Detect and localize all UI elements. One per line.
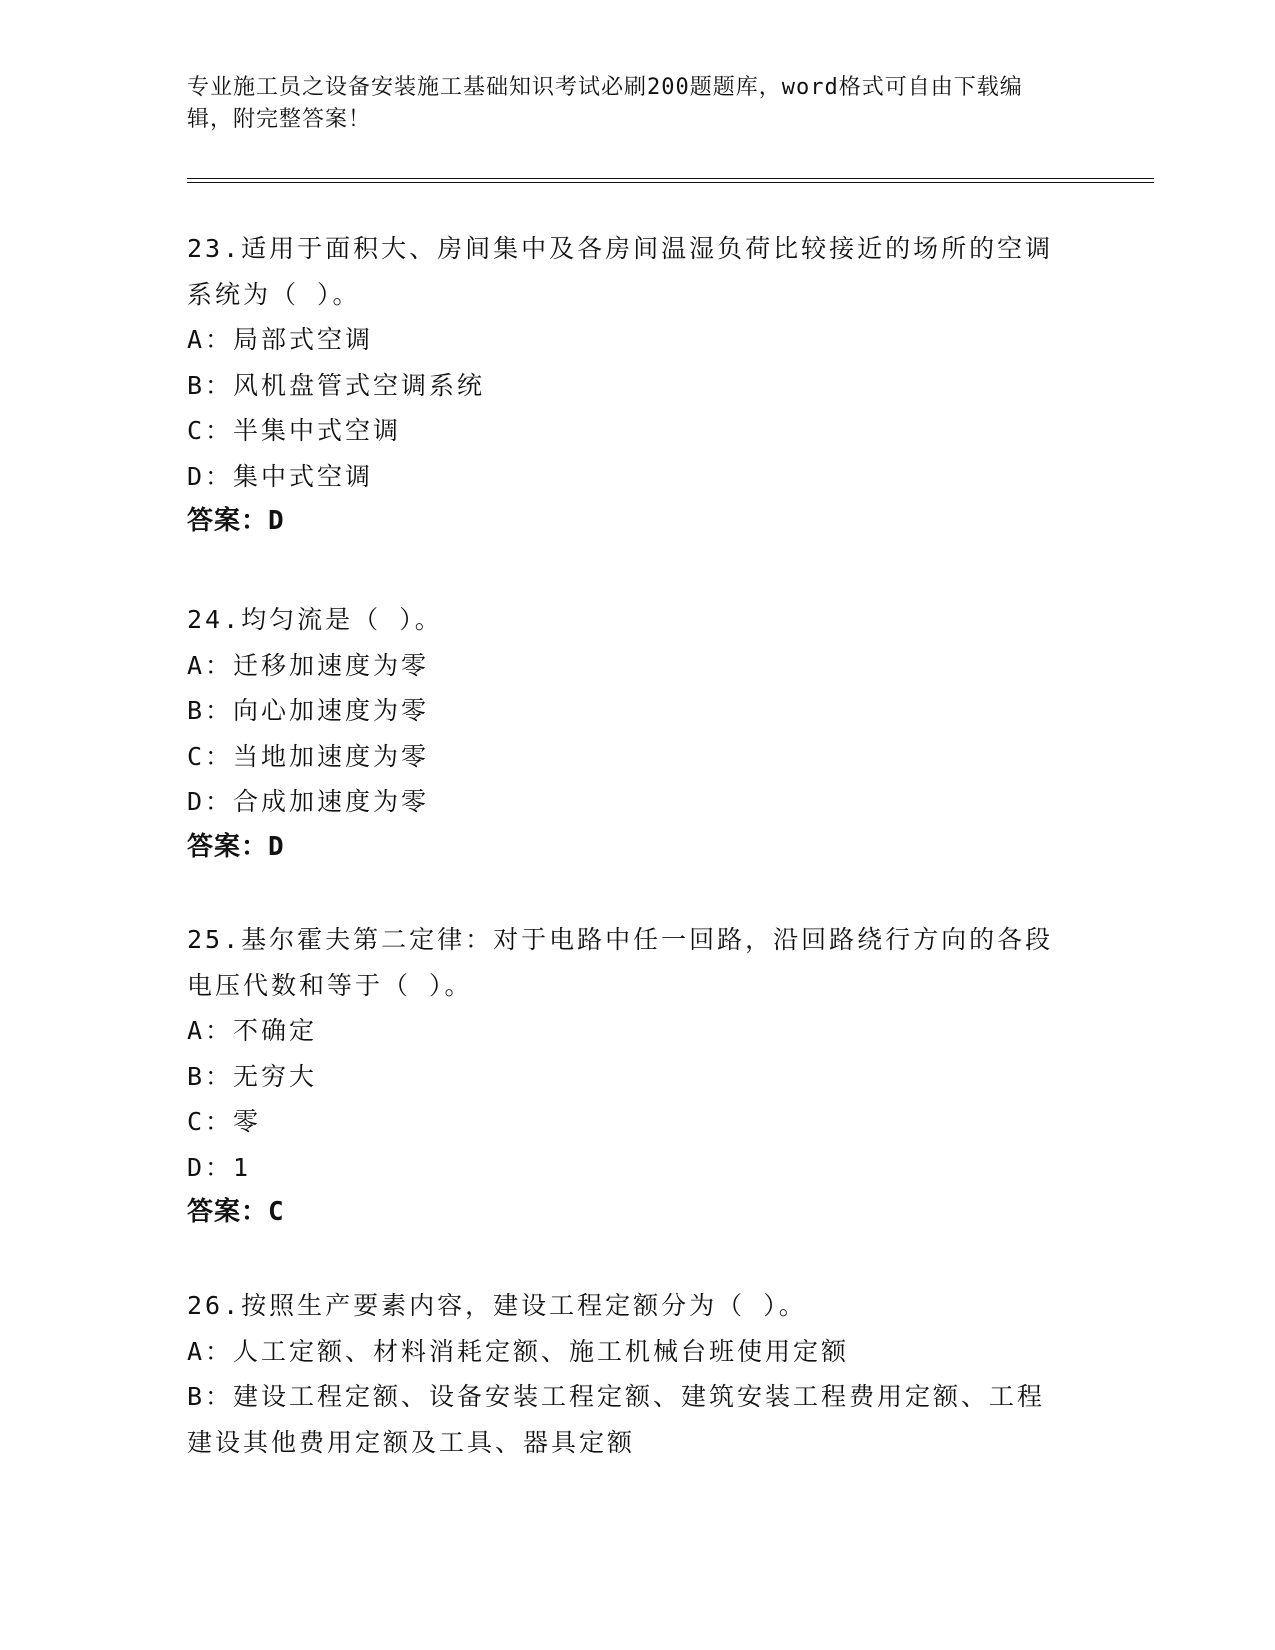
- option-a: A：迁移加速度为零: [187, 650, 430, 680]
- option-a: A：不确定: [187, 1016, 318, 1045]
- question-stem: 25.基尔霍夫第二定律：对于电路中任一回路，沿回路绕行方向的各段: [187, 925, 1054, 954]
- option-b: B：向心加速度为零: [187, 696, 430, 725]
- question-stem: 23.适用于面积大、房间集中及各房间温湿负荷比较接近的场所的空调: [187, 234, 1054, 263]
- question-23: [187, 226, 1087, 545]
- page-header: [187, 72, 1067, 136]
- option-a: A：人工定额、材料消耗定额、施工机械台班使用定额: [187, 1336, 850, 1366]
- option-a: A：局部式空调: [187, 325, 374, 354]
- question-25: [187, 917, 1087, 1236]
- option-b-continued: 建设其他费用定额及工具、器具定额: [187, 1427, 636, 1457]
- option-b: B：建设工程定额、设备安装工程定额、建筑安装工程费用定额、工程: [187, 1382, 1046, 1411]
- option-d: D：合成加速度为零: [187, 787, 430, 816]
- option-c: C：当地加速度为零: [187, 741, 430, 771]
- question-stem: 系统为（ ）。: [187, 279, 361, 309]
- option-b: B：风机盘管式空调系统: [187, 370, 486, 400]
- answer: 答案：D: [187, 831, 285, 862]
- question-stem: 24.均匀流是（ ）。: [187, 605, 443, 634]
- question-24: [187, 597, 1087, 870]
- option-d: D：1: [187, 1152, 252, 1182]
- answer: 答案：C: [187, 1197, 285, 1227]
- header-divider: [187, 178, 1154, 183]
- question-stem: 26.按照生产要素内容，建设工程定额分为（ ）。: [187, 1291, 807, 1320]
- question-26: [187, 1283, 1087, 1465]
- option-b: B：无穷大: [187, 1061, 318, 1091]
- option-c: C：零: [187, 1107, 262, 1136]
- option-d: D：集中式空调: [187, 461, 374, 491]
- answer: 答案：D: [187, 506, 285, 536]
- question-stem: 电压代数和等于（ ）。: [187, 970, 473, 1000]
- option-c: C：半集中式空调: [187, 416, 402, 445]
- document-title: 专业施工员之设备安装施工基础知识考试必刷200题题库，word格式可自由下载编辑，附完整答案！: [187, 75, 1023, 132]
